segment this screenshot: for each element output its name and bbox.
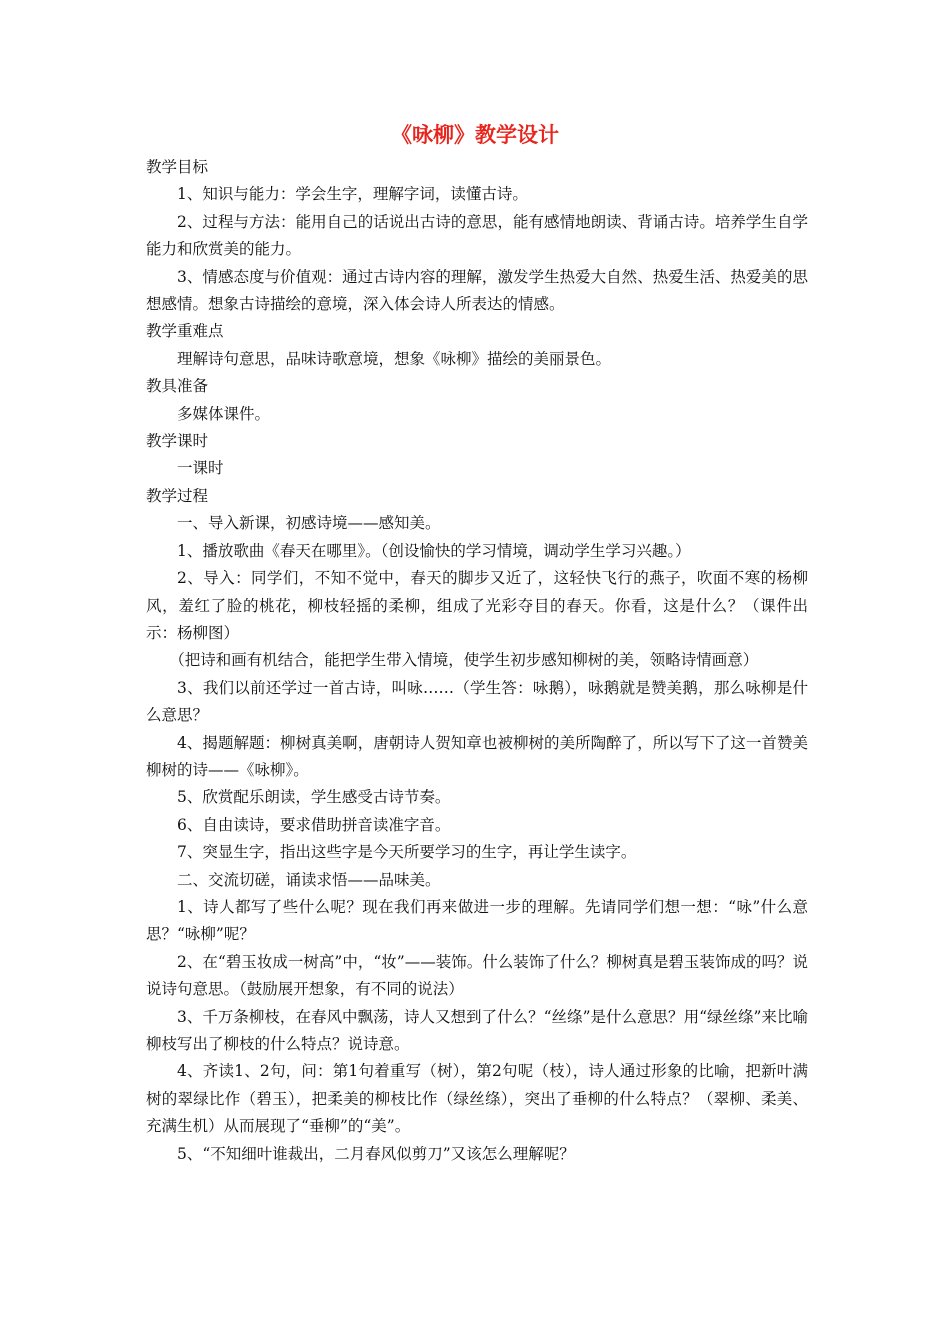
paragraph: 1、诗人都写了些什么呢？现在我们再来做进一步的理解。先请同学们想一想：“咏”什么意思？“咏柳”呢？ bbox=[146, 897, 808, 944]
paragraph: 多媒体课件。 bbox=[177, 404, 271, 423]
section-heading: 教具准备 bbox=[146, 377, 209, 396]
paragraph: 3、情感态度与价值观：通过古诗内容的理解，激发学生热爱大自然、热爱生活、热爱美的思想感情。想象古诗描绘的意境，深入体会诗人所表达的情感。 bbox=[146, 267, 808, 314]
section-heading: 教学重难点 bbox=[146, 322, 224, 341]
paragraph: 3、我们以前还学过一首古诗，叫咏……（学生答：咏鹅），咏鹅就是赞美鹅，那么咏柳是什么意思？ bbox=[146, 678, 808, 725]
paragraph: 3、千万条柳枝，在春风中飘荡，诗人又想到了什么？“丝绦”是什么意思？用“绿丝绦”来比喻柳枝写出了柳枝的什么特点？说诗意。 bbox=[146, 1007, 808, 1053]
section-heading: 教学过程 bbox=[146, 486, 209, 505]
paragraph: 2、在“碧玉妆成一树高”中，“妆”——装饰。什么装饰了什么？柳树真是碧玉装饰成的吗？说说诗句意思。（鼓励展开想象，有不同的说法） bbox=[146, 952, 808, 999]
paragraph: 1、播放歌曲《春天在哪里》。（创设愉快的学习情境，调动学生学习兴趣。） bbox=[177, 541, 691, 560]
paragraph: （把诗和画有机结合，能把学生带入情境，使学生初步感知柳树的美，领略诗情画意） bbox=[169, 651, 759, 670]
paragraph: 6、自由读诗，要求借助拼音读准字音。 bbox=[177, 815, 451, 834]
paragraph: 4、揭题解题：柳树真美啊，唐朝诗人贺知章也被柳树的美所陶醉了，所以写下了这一首赞美柳树的诗——《咏柳》。 bbox=[146, 733, 808, 779]
paragraph: 1、知识与能力：学会生字，理解字词，读懂古诗。 bbox=[177, 185, 528, 204]
section-heading: 教学目标 bbox=[146, 158, 209, 176]
document-body bbox=[146, 154, 808, 1168]
paragraph: 5、“不知细叶谁裁出，二月春风似剪刀”又该怎么理解呢？ bbox=[177, 1144, 575, 1163]
page-title: 《咏柳》教学设计 bbox=[391, 122, 559, 147]
paragraph: 7、突显生字，指出这些字是今天所要学习的生字，再让学生读字。 bbox=[177, 843, 637, 862]
paragraph: 一、导入新课，初感诗境——感知美。 bbox=[177, 514, 441, 533]
paragraph: 一课时 bbox=[177, 459, 224, 478]
section-heading: 教学课时 bbox=[146, 432, 209, 451]
paragraph: 2、过程与方法：能用自己的话说出古诗的意思，能有感情地朗读、背诵古诗。培养学生自学能力和欣赏美的能力。 bbox=[146, 212, 808, 259]
paragraph: 2、导入：同学们，不知不觉中，春天的脚步又近了，这轻快飞行的燕子，吹面不寒的杨柳风，羞红了脸的桃花，柳枝轻摇的柔柳，组成了光彩夺目的春天。你看，这是什么？（课件出示：杨柳图） bbox=[146, 569, 808, 642]
paragraph: 理解诗句意思，品味诗歌意境，想象《咏柳》描绘的美丽景色。 bbox=[177, 349, 612, 368]
paragraph: 4、齐读1、2句，问：第1句着重写（树），第2句呢（枝），诗人通过形象的比喻，把新叶满树的翠绿比作（碧玉），把柔美的柳枝比作（绿丝绦），突出了垂柳的什么特点？（翠柳、柔美、充满生机）从而展现了“垂柳”的“美”。 bbox=[146, 1062, 808, 1136]
paragraph: 5、欣赏配乐朗读，学生感受古诗节奏。 bbox=[177, 788, 451, 807]
paragraph: 二、交流切磋，诵读求悟——品味美。 bbox=[177, 870, 441, 889]
